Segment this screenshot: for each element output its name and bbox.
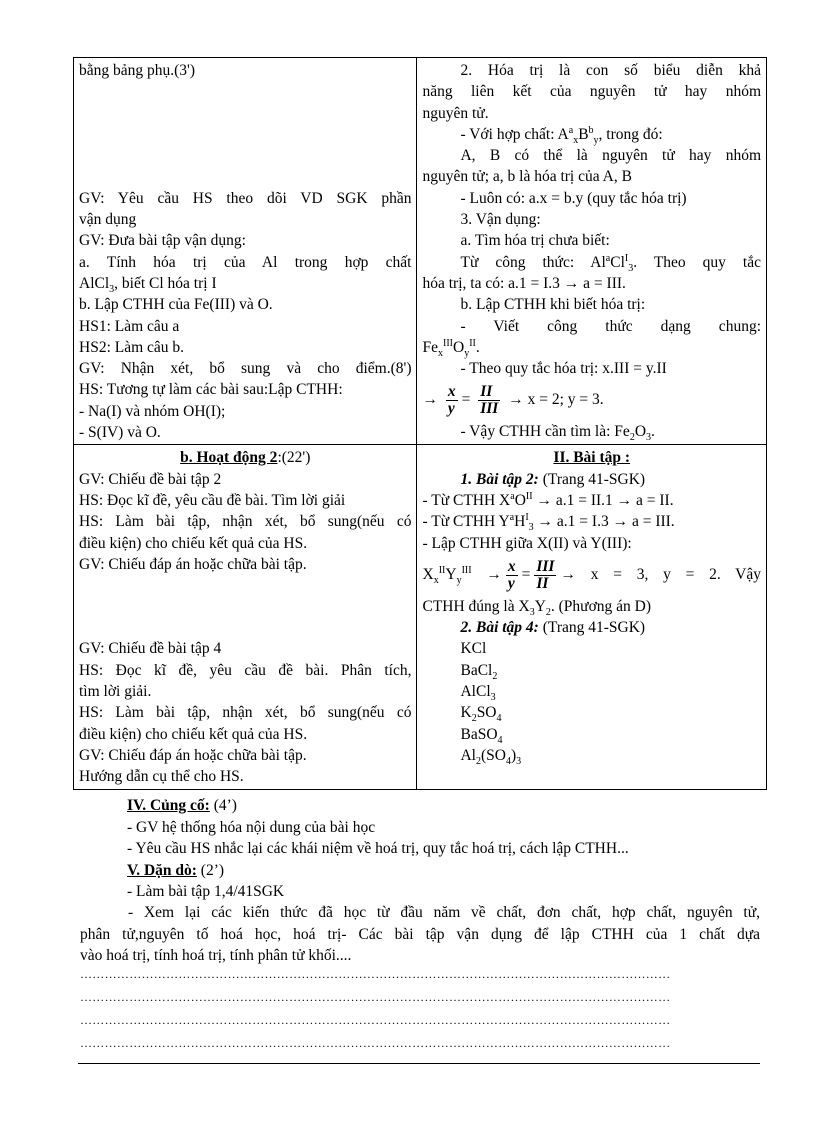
text-line: hóa trị, ta có: a.1 = I.3 → a = III.	[422, 274, 626, 292]
section-heading: IV. Củng cố: (4’)	[127, 797, 237, 814]
text-line: vận dụng	[79, 211, 137, 229]
text-line: HS: Đọc kĩ đề, yêu cầu đề bài. Tìm lời giải	[79, 491, 346, 509]
spacer	[79, 575, 411, 617]
closing-sections	[127, 795, 757, 903]
text-line: b. Lập CTHH khi biết hóa trị:	[460, 296, 646, 314]
text-line: CTHH đúng là $X_3Y_2$. (Phương án D)	[422, 597, 652, 618]
text-line: - Theo quy tắc hóa trị: x.III = y.II	[460, 360, 667, 378]
text-line: AlCl$_3$, biết Cl hóa trị I	[79, 274, 217, 296]
fraction: $\frac{x}{y}$	[507, 557, 516, 592]
dotted-line: ………………………………………………………………………………………………………………………………	[80, 1036, 671, 1050]
text-line: nguyên tử; a, b là hóa trị của A, B	[422, 168, 632, 186]
spacer	[79, 145, 411, 166]
text-line: b. Lập CTHH của Fe(III) và O.	[79, 296, 273, 314]
section-heading: V. Dặn dò: (2’)	[127, 861, 225, 879]
text-line: - Viết công thức dạng chung:	[460, 317, 761, 335]
text-line: HS: Tương tự làm các bài sau:Lập CTHH:	[79, 381, 343, 399]
text-line: năng liên kết của nguyên tử hay nhóm	[422, 83, 761, 101]
spacer	[79, 617, 411, 638]
spacer	[79, 166, 411, 187]
spacer	[79, 81, 411, 102]
text-line: 2. Hóa trị là con số biểu diễn khả	[460, 62, 761, 79]
homework-paragraph	[80, 902, 760, 967]
text-line: - GV hệ thống hóa nội dung của bài học	[127, 818, 376, 836]
spacer	[79, 124, 411, 145]
text-line: GV: Chiếu đáp án hoặc chữa bài tập.	[79, 555, 307, 573]
formula: KCl	[460, 640, 487, 658]
table-row	[74, 58, 767, 445]
text-line: - Na(I) và nhóm OH(I);	[79, 402, 226, 420]
text-line: điều kiện) cho chiếu kết quả của HS.	[79, 725, 308, 743]
text-line: $Fe_x^{III}O_y^{II}$.	[422, 337, 480, 359]
dotted-line: ………………………………………………………………………………………………………………………………	[80, 1013, 671, 1027]
dotted-line: ………………………………………………………………………………………………………………………………	[80, 990, 671, 1004]
lesson-table	[73, 57, 767, 790]
text-line: GV: Chiếu đề bài tập 2	[79, 470, 222, 488]
text-line: a. Tìm hóa trị chưa biết:	[460, 232, 610, 250]
text-line: GV: Chiếu đề bài tập 4	[79, 640, 222, 658]
text-line: bằng bảng phụ.(3')	[79, 62, 196, 79]
fraction-line: → $\frac{x}{y}$ = $\frac{II}{\text{III}}$ → x = 2; y = 3.	[422, 383, 604, 418]
section-heading: II. Bài tập :	[553, 449, 631, 467]
text-line: 1. Bài tập 2: (Trang 41-SGK)	[460, 470, 646, 488]
divider	[78, 1063, 760, 1064]
text-line: HS1: Làm câu a	[79, 317, 180, 335]
fraction-line: $X_x^{II}Y_y^{III}$ → $\frac{x}{y}$ = $\frac{\text{III}}{II}$ → x = 3, y = 2. Vậy	[422, 557, 762, 592]
text-line: vào hoá trị, tính hoá trị, tính phân tử khối....	[80, 947, 352, 964]
fraction: $\frac{II}{\text{III}}$	[480, 383, 499, 418]
text-line: Hướng dẫn cụ thể cho HS.	[79, 768, 244, 786]
text-line: HS: Đọc kĩ đề, yêu cầu đề bài. Phân tích,	[79, 661, 412, 679]
text-line: - Từ CTHH $X^aO^{II} \to a.1 = II.1 \to a$ = II.	[422, 490, 674, 509]
text-line: GV: Nhận xét, bổ sung và cho điểm.(8')	[79, 360, 412, 378]
text-line: - Luôn có: a.x = b.y (quy tắc hóa trị)	[460, 189, 687, 207]
text-line: - S(IV) và O.	[79, 424, 161, 442]
dotted-line: ………………………………………………………………………………………………………………………………	[80, 967, 671, 981]
content-cell	[417, 58, 767, 445]
fraction: $\frac{\text{III}}{II}$	[536, 557, 555, 592]
text-line: - Xem lại các kiến thức đã học từ đầu năm về chất, đơn chất, hợp chất, nguyên tử,	[128, 904, 760, 921]
content-cell	[417, 445, 767, 789]
text-line: A, B có thể là nguyên tử hay nhóm	[460, 147, 761, 165]
text-line: - Yêu cầu HS nhắc lại các khái niệm về hoá trị, quy tắc hoá trị, cách lập CTHH...	[127, 840, 629, 857]
text-line: GV: Chiếu đáp án hoặc chữa bài tập.	[79, 746, 307, 764]
formula: $Al_2(SO_4)_3$	[460, 746, 522, 767]
text-line: - Làm bài tập 1,4/41SGK	[127, 883, 285, 900]
formula: $K_2SO_4$	[460, 704, 502, 725]
text-line: HS2: Làm câu b.	[79, 338, 185, 356]
text-line: 3. Vận dụng:	[460, 211, 541, 229]
text-line: GV: Đưa bài tập vận dụng:	[79, 232, 246, 250]
teacher-student-activity-cell	[74, 58, 417, 445]
text-line: 2. Bài tập 4: (Trang 41-SGK)	[460, 619, 646, 637]
text-line: Từ công thức: $Al^aCl^I_3$. Theo quy tắc	[460, 252, 761, 274]
text-line: GV: Yêu cầu HS theo dõi VD SGK phần	[79, 189, 412, 207]
formula: BaCl$_2$	[460, 661, 498, 682]
text-line: tìm lời giải.	[79, 683, 152, 701]
section-heading: b. Hoạt động 2:(22')	[180, 449, 311, 467]
text-line: HS: Làm bài tập, nhận xét, bổ sung(nếu có	[79, 704, 412, 722]
text-line: điều kiện) cho chiếu kết quả của HS.	[79, 534, 308, 552]
text-line: - Với hợp chất: $A^a_xB^b_y$, trong đó:	[460, 124, 663, 146]
table-row	[74, 445, 767, 789]
spacer	[79, 103, 411, 124]
text-line: - Vậy CTHH cần tìm là: $Fe_2O_3$.	[460, 423, 655, 444]
text-line: phân tử,nguyên tố hoá học, hoá trị- Các bài tập vận dụng để lập CTHH của 1 chất dựa	[80, 925, 760, 943]
fraction: $\frac{x}{y}$	[447, 383, 456, 418]
text-line: a. Tính hóa trị của Al trong hợp chất	[79, 253, 412, 271]
text-line: - Từ CTHH $Y^aH^I_3 \to a.1 = I.3 \to a$ = III.	[422, 512, 675, 534]
text-line: nguyên tử.	[422, 104, 489, 122]
text-line: - Lập CTHH giữa X(II) và Y(III):	[422, 534, 632, 552]
teacher-student-activity-cell	[74, 445, 417, 789]
text-line: HS: Làm bài tập, nhận xét, bổ sung(nếu có	[79, 513, 412, 531]
formula: AlCl$_3$	[460, 683, 496, 704]
formula: BaSO$_4$	[460, 725, 503, 746]
